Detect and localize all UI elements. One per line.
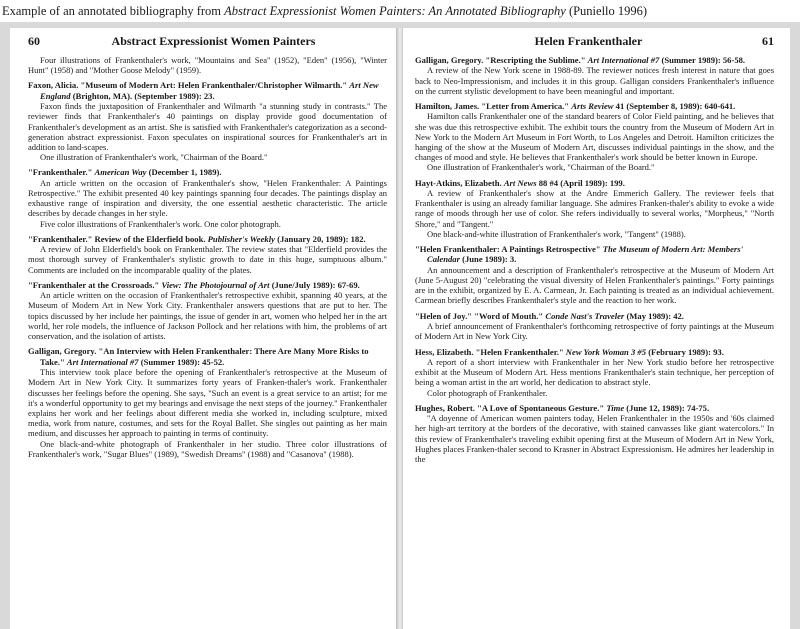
entry-annotation: An article written on the occasion of Frankenthaler's show, "Helen Frankenthaler: A Paintings Retrospective." The exhibit presented 40 key paintings spanning four decades. The paintings display an exhaustive range of inspiration and diversity, the one essential aesthetic characteristic. The article describes by decade changes in her style. bbox=[28, 177, 387, 219]
entry-details: (June/July 1989): 67-69. bbox=[271, 279, 360, 290]
entry-heading: Hamilton, James. "Letter from America." bbox=[415, 101, 570, 112]
entry-publication: The Museum of Modern Art: Members' Calendar bbox=[427, 244, 743, 265]
entry-details: (January 20, 1989): 182. bbox=[277, 233, 366, 244]
entry-citation bbox=[415, 347, 774, 357]
entry-annotation: One black-and-white photograph of Frankenthaler in her studio. Three color illustrations of Frankenthaler's work, "Sugar Blues" (1989), "Swedish Dreams" (1988) and "Casanova" (1988). bbox=[28, 438, 387, 459]
bibliography-entry bbox=[28, 234, 387, 275]
entry-publication: Art International #7 bbox=[66, 356, 139, 367]
entry-annotation: A review of John Elderfield's book on Frankenthaler. The review states that "Elderfield provides the most thorough survey of Frankenthaler's stylistic growth to date in this huge, sumptuous album." Comments are included on the incomparable quality of the plates. bbox=[28, 244, 387, 275]
entry-citation bbox=[415, 101, 774, 111]
entry-annotation: An announcement and a description of Frankenthaler's retrospective at the Museum of Modern Art (June 5-August 20) "celebrating the visual diversity of Helen Frankenthaler's paintings." Forty paintings are in the exhibit, organized by E. A. Carmean, Jr. Each painting is treated as an individual achievement. Carmean briefly describes Frankenthaler's style and the reaction to her work. bbox=[415, 264, 774, 306]
entry-details: (Summer 1989): 56-58. bbox=[661, 55, 746, 65]
entry-details: 88 #4 (April 1989): 199. bbox=[538, 177, 625, 188]
left-entries bbox=[28, 80, 387, 459]
entry-publication: Art New England bbox=[40, 80, 379, 101]
entry-citation bbox=[415, 178, 774, 188]
entry-annotation: One black-and-white illustration of Frankenthaler's work, "Tangent" (1988). bbox=[427, 228, 686, 239]
entry-heading: Galligan, Gregory. "Rescripting the Sublime." bbox=[415, 55, 586, 65]
left-intro-paragraph: Four illustrations of Frankenthaler's work, "Mountains and Sea" (1952), "Eden" (1956), "Winter Hunt" (1958) and "Mother Goose Melody" (1959). bbox=[28, 55, 387, 76]
entry-annotation: An article written on the occasion of Frankenthaler's retrospective exhibit, spanning 40 years, at the Museum of Modern Art in New York City. Frankenthaler answers questions that are put to her. The topics discussed by her include her paintings, the issue of gender in art, women who helped her in the art world, her role models, the influence of Jackson Pollock and her relations with him, the problems of art conservation, and the isolation of artists. bbox=[28, 290, 387, 342]
entry-details: (February 1989): 93. bbox=[648, 346, 724, 357]
right-running-header bbox=[415, 34, 774, 49]
entry-heading: Hayt-Atkins, Elizabeth. bbox=[415, 177, 502, 188]
bibliography-entry bbox=[415, 101, 774, 173]
entry-annotation: Hamilton calls Frankenthaler one of the standard bearers of Color Field painting, and he believes that she was due this retrospective exhibit. The exhibit tours the country from the Museum of Modern Art in New York to the Modern Art Museum in Fort Worth, to Los Angeles and Detroit. Hamilton criticizes the hanging of the show at the Museum of Modern Art, discusses individual paintings in the show, and the changes of mood and style. He believes that Frankenthaler's work should be better known in Europe. bbox=[415, 111, 774, 163]
entry-publication: Art International #7 bbox=[587, 55, 660, 65]
entry-annotation: "A doyenne of American women painters today, Helen Frankenthaler in the 1950s and '60s claimed her high-art territory at the borders of the decorative, with stained canvasses like giant watercolors." In this review of Frankenthaler's traveling exhibit opening first at the Museum of Modern Art in New York, Hughes places Franken-thaler second to Krasner in Abstract Expressionism. He admires her leadership in the bbox=[415, 413, 774, 464]
entry-heading: Hughes, Robert. "A Love of Spontaneous Gesture." bbox=[415, 402, 605, 413]
entry-details: (May 1989): 42. bbox=[626, 310, 684, 321]
entry-publication: Time bbox=[606, 402, 625, 413]
bibliography-entry bbox=[415, 244, 774, 306]
bibliography-entry bbox=[415, 55, 774, 96]
entry-publication: American Way bbox=[94, 167, 147, 178]
entry-publication: Conde Nast's Traveler bbox=[545, 310, 625, 321]
entry-citation bbox=[415, 403, 774, 413]
entry-annotation: A report of a short interview with Frankenthaler in her New York studio before her retrospective exhibit at the Museum of Modern Art. Hess mentions Frankenthaler's stain technique, her perception of being a woman artist in the art world, her dedication to abstract style. bbox=[415, 356, 774, 388]
entry-heading: Faxon, Alicia. "Museum of Modern Art: Helen Frankenthaler/Christopher Wilmarth." bbox=[28, 80, 348, 91]
entry-details: (Brighton, MA). (September 1989): 23. bbox=[72, 90, 215, 101]
bibliography-entry bbox=[415, 178, 774, 239]
caption-suffix: (Puniello 1996) bbox=[565, 4, 648, 18]
left-running-head: Abstract Expressionist Women Painters bbox=[111, 34, 316, 48]
entry-heading: "Helen Frankenthaler: A Paintings Retrospective" bbox=[415, 244, 601, 255]
bibliography-entry bbox=[28, 280, 387, 341]
entry-citation bbox=[28, 167, 387, 177]
entry-citation bbox=[28, 80, 387, 101]
entry-publication: View: The Photojournal of Art bbox=[161, 279, 270, 290]
entry-heading: "Frankenthaler." bbox=[28, 167, 93, 178]
book-spread bbox=[0, 22, 800, 629]
entry-heading: "Frankenthaler." Review of the Elderfield book. bbox=[28, 233, 206, 244]
entry-publication: Arts Review bbox=[571, 101, 614, 112]
entry-details: (Summer 1989): 45-52. bbox=[140, 356, 225, 367]
entry-heading: Galligan, Gregory. "An Interview with Helen Frankenthaler: There Are Many More Risks to Take." bbox=[28, 346, 369, 367]
entry-heading: Hess, Elizabeth. "Helen Frankenthaler." bbox=[415, 346, 564, 357]
bibliography-entry bbox=[415, 347, 774, 398]
entry-details: (December 1, 1989). bbox=[148, 167, 222, 178]
bibliography-entry bbox=[28, 80, 387, 162]
entry-publication: New York Woman 3 #5 bbox=[565, 346, 647, 357]
entry-annotation: One illustration of Frankenthaler's work, "Chairman of the Board." bbox=[427, 162, 655, 173]
entry-annotation: One illustration of Frankenthaler's work, "Chairman of the Board." bbox=[40, 152, 268, 163]
entry-citation bbox=[28, 346, 387, 367]
entry-annotation: A review of Frankenthaler's show at the Andre Emmerich Gallery. The reviewer feels that Frankenthaler is using an already familiar language. She admires Franken-thaler's ability to evoke a wide range of moods through her use of color. She refers individually to several works, "Morpheus," "North Shore," and "Tangent." bbox=[415, 188, 774, 229]
entry-details: (June 1989): 3. bbox=[462, 254, 517, 265]
bibliography-entry bbox=[28, 167, 387, 228]
entry-annotation: Five color illustrations of Frankenthaler's work. One color photograph. bbox=[40, 218, 281, 229]
entry-publication: Art News bbox=[503, 177, 537, 188]
entry-annotation: Faxon finds the juxtaposition of Frankenthaler and Wilmarth "a stunning study in contrasts." The reviewer finds that Frankenthaler's 40 paintings on display provide good documentation of Frankenthaler's development as an artist. She is satisfied with Frankenthaler's categorization as a second-generation abstract expressionist. Faxon speculates on inspirational sources for Frankenthaler's art in addition to land-scapes. bbox=[28, 101, 387, 153]
right-page-number: 61 bbox=[762, 34, 774, 48]
entry-heading: "Frankenthaler at the Crossroads." bbox=[28, 279, 160, 290]
bibliography-entry bbox=[415, 403, 774, 464]
left-page bbox=[10, 28, 397, 629]
entry-details: (June 12, 1989): 74-75. bbox=[626, 402, 710, 413]
right-entries bbox=[415, 55, 774, 464]
entry-citation bbox=[415, 244, 774, 265]
entry-annotation: A review of the New York scene in 1988-89. The reviewer notices fresh interest in nature that goes back to Neo-Impressionism, and includes it in this group. Galligan considers Frankenthaler's influence on the current stylistic development to have been meaningful and important. bbox=[415, 65, 774, 96]
right-page bbox=[403, 28, 790, 629]
entry-publication: Publisher's Weekly bbox=[207, 233, 275, 244]
caption-prefix: Example of an annotated bibliography from bbox=[2, 4, 225, 18]
entry-annotation: A brief announcement of Frankenthaler's forthcoming retrospective of forty paintings at the Museum of Modern Art in New York City. bbox=[415, 321, 774, 342]
bibliography-entry bbox=[415, 311, 774, 342]
right-running-head: Helen Frankenthaler bbox=[534, 34, 643, 48]
caption-book-title: Abstract Expressionist Women Painters: An Annotated Bibliography bbox=[224, 4, 566, 18]
entry-details: 41 (September 8, 1989): 640-641. bbox=[615, 101, 736, 112]
entry-annotation: Color photograph of Frankenthaler. bbox=[427, 387, 548, 398]
bibliography-entry bbox=[28, 346, 387, 459]
entry-citation bbox=[28, 234, 387, 244]
entry-citation bbox=[415, 55, 774, 65]
left-page-number: 60 bbox=[28, 34, 40, 48]
entry-heading: "Helen of Joy." "Word of Mouth." bbox=[415, 310, 544, 321]
left-running-header bbox=[28, 34, 387, 49]
entry-citation bbox=[28, 280, 387, 290]
figure-caption bbox=[0, 0, 800, 22]
entry-annotation: This interview took place before the opening of Frankenthaler's retrospective at the Museum of Modern Art in New York City. It summarizes forty years of Franken-thaler's work. Frankenthaler discusses her feelings before the opening. She says, "Such an event is a great service to an artist; for me it's a wonderful opportunity to get my bearings and envisage the next steps of the journey." Frankenthaler explains her work and her feelings about different media she worked in, including sculpture, mixed media, work from nature, costumes, and sets for the Royal Ballet. She singles out painting as her main medium, and discusses her approach to painting in terms of continuity. bbox=[28, 367, 387, 439]
entry-citation bbox=[415, 311, 774, 321]
